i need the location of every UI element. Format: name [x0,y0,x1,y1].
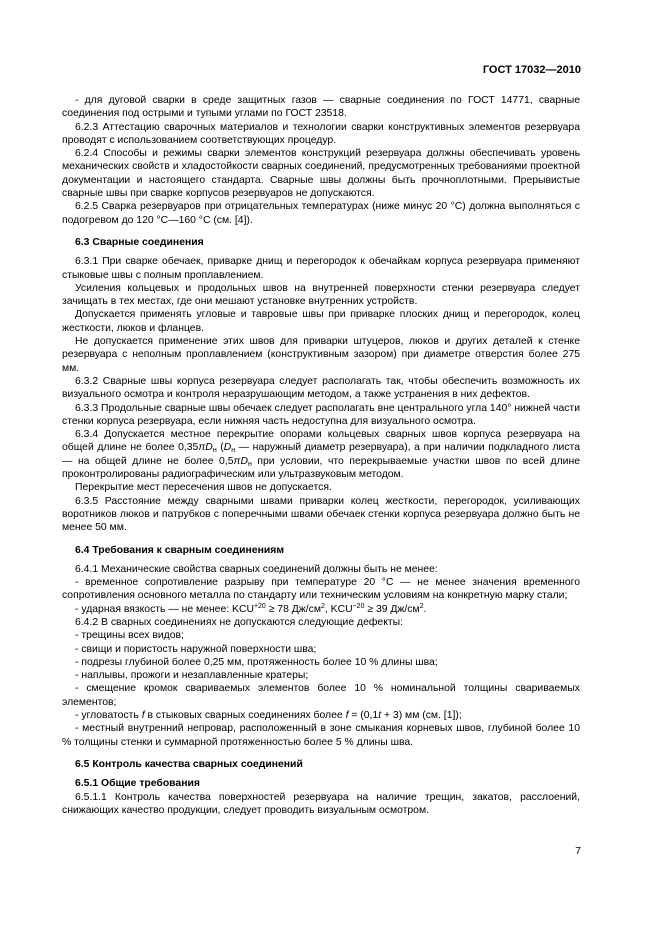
paragraph: 6.2.4 Способы и режимы сварки элементов конструкций резервуара должны обеспечивать уровень механических свойств и хладостойкости сварных соединений, предусмотренных требованиями проектной документации и настоящего стандарта. Сварные швы должны быть прочноплотными. Прерывистые сварные швы при сварке корпусов резервуаров не допускаются. [62,148,580,200]
paragraph: 6.2.5 Сварка резервуаров при отрицательных температурах (ниже минус 20 °С) должна выполняться с подогревом до 120 °С—160 °С (см. [4]). [62,201,580,226]
list-item: - подрезы глубиной более 0,25 мм, протяженность более 10 % длины шва; [75,656,438,668]
text-run: = (0,1 [348,710,379,722]
paragraph: Не допускается применение этих швов для приварки штуцеров, люков и других деталей к стенке резервуара с неполным проплавлением (конструктивным зазором) при диаметре отверстия более 275 мм. [62,336,580,374]
paragraph: 6.2.3 Аттестацию сварочных материалов и технологии сварки конструктивных элементов резервуара проводят с использованием соответствующих процедур. [62,121,580,146]
subscript: н [231,447,236,455]
formula-run: D [223,442,232,454]
superscript: 2 [419,602,424,610]
formula-run: πD [198,442,213,454]
text-run: 6.3.4 Допускается местное перекрытие опорами кольцевых сварных швов корпуса резервуара на общей длине не более 0,35 [62,429,580,454]
paragraph: - временное сопротивление разрыву при температуре 20 °С — не менее значения временного сопротивления основного металла по стандарту или техническим условиям на конкретную марку стали; [62,577,580,602]
superscript: 2 [320,602,325,610]
formula-run: πD [233,455,248,467]
text-run: - ударная вязкость — не менее: KCU [75,603,254,615]
subscript: н [212,447,217,455]
superscript: −20 [352,602,365,610]
section-heading-6-3: 6.3 Сварные соединения [75,236,204,248]
subsection-heading-6-5-1: 6.5.1 Общие требования [75,778,200,790]
section-heading-6-4: 6.4 Требования к сварным соединениям [75,544,284,556]
paragraph: Перекрытие мест пересечения швов не допускается. [75,482,332,494]
formula-run: f [345,710,349,722]
list-item: - местный внутренний непровар, расположенный в зоне смыкания корневых швов, глубиной более 10 % толщины стенки и суммарной протяженностью более 5 % длины шва. [62,723,580,748]
text-run: ≥ 39 Дж/см [364,603,420,615]
text-run: при условии, что перекрываемые участки швов по всей длине проконтролированы радиографическим или ультразвуковым методом. [62,455,580,481]
paragraph-6-3-4 [62,428,580,481]
paragraph: 6.3.5 Расстояние между сварными швами приварки колец жесткости, перегородок, усиливающих воротников люков и патрубков с поперечными швами обечаек стенки корпуса резервуара должно быть не менее 50 мм. [62,495,580,534]
formula-run: f [141,710,145,722]
text-run: , KCU [324,603,353,615]
list-item: - трещины всех видов; [75,630,184,642]
text-run: ≥ 78 Дж/см [265,603,321,615]
paragraph: 6.3.1 При сварке обечаек, приварке днищ и перегородок к обечайкам корпуса резервуара применяют стыковые швы с полным проплавлением. [62,256,580,281]
text-run: ( [216,442,224,454]
paragraph: 6.4.1 Механические свойства сварных соединений должны быть не менее: [75,563,438,575]
list-item: - наплывы, прожоги и незаплавленные кратеры; [75,670,309,682]
list-item-angularity [62,709,580,722]
text-run: + 3) мм (см. [1]); [381,710,462,722]
paragraph: 6.4.2 В сварных соединениях не допускаются следующие дефекты: [75,616,403,628]
section-heading-6-5: 6.5 Контроль качества сварных соединений [75,758,303,770]
page-number: 7 [575,846,581,857]
text-run: — наружный диаметр резервуара), а при наличии подкладного листа — на общей длине не более 0,5 [62,442,580,467]
text-run: в стыковых сварных соединениях более [144,710,346,722]
paragraph-impact-strength [62,603,580,616]
paragraph: - для дуговой сварки в среде защитных газов — сварные соединения по ГОСТ 14771, сварные соединения под острыми и тупыми углами по ГОСТ 23518. [62,95,580,120]
paragraph: 6.5.1.1 Контроль качества поверхностей резервуара на наличие трещин, закатов, расслоений, снижающих качество продукции, следует проводить визуальным осмотром. [62,791,580,816]
document-header: ГОСТ 17032—2010 [482,64,581,76]
list-item: - свищи и пористость наружной поверхности шва; [75,643,317,655]
superscript: +20 [253,602,266,610]
paragraph: Допускается применять угловые и тавровые швы при приварке плоских днищ и перегородок, колец жесткости, люков и фланцев. [62,309,580,334]
formula-run: t [378,710,382,722]
document-body [62,94,580,817]
subscript: н [247,460,252,468]
list-item: - смещение кромок свариваемых элементов более 10 % номинальной толщины свариваемых элементов; [62,683,580,708]
text-run: . [423,603,427,615]
paragraph: Усиления кольцевых и продольных швов на внутренней поверхности стенки резервуара следует зачищать в тех местах, где они мешают установке внутренних устройств. [62,282,580,308]
paragraph: 6.3.3 Продольные сварные швы обечаек следует располагать вне центрального угла 140° нижней части стенки корпуса резервуара, если нижняя часть недоступна для визуального осмотра. [62,402,580,427]
text-run: - угловатость [75,710,142,722]
paragraph: 6.3.2 Сварные швы корпуса резервуара следует располагать так, чтобы обеспечить возможность их визуального осмотра и контроля неразрушающим методом, а также устранения в них дефектов. [62,375,580,401]
